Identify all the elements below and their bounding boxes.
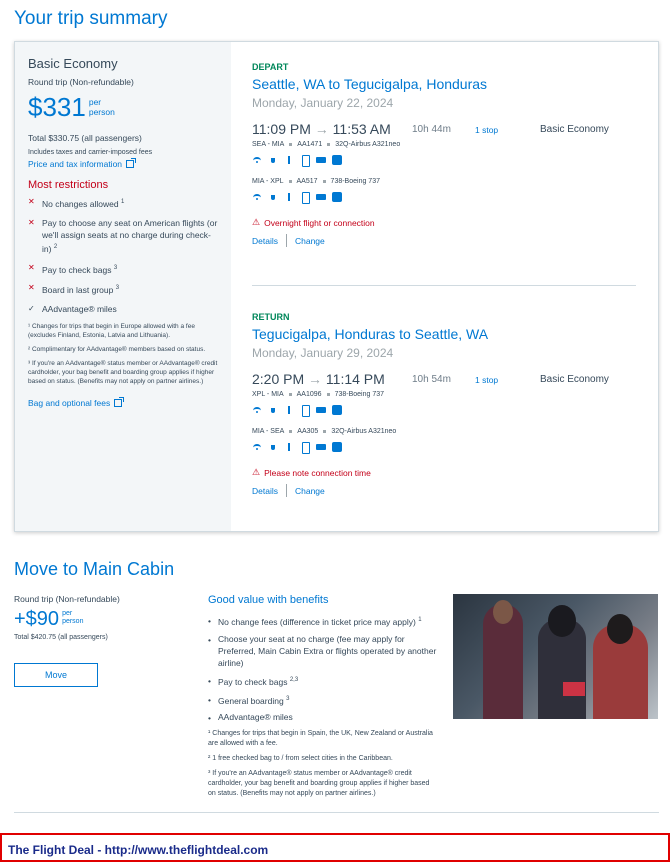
fare-total: Total $330.75 (all passengers) <box>28 133 142 143</box>
depart-route: Seattle, WA to Tegucigalpa, Honduras <box>252 76 488 92</box>
divider <box>286 484 287 497</box>
arrow-right-icon: → <box>314 121 329 137</box>
photo-person <box>593 624 648 719</box>
fare-price: $331 <box>28 92 86 122</box>
amenities <box>252 404 642 416</box>
divider <box>14 812 659 813</box>
list-item: ✓ AAdvantage® miles <box>28 304 117 315</box>
return-route: Tegucigalpa, Honduras to Seattle, WA <box>252 326 489 342</box>
fare-per-person: per person <box>88 97 115 117</box>
food-icon <box>332 442 342 452</box>
page-title: Your trip summary <box>14 8 168 29</box>
main-cabin-price-row <box>14 608 194 630</box>
return-times: 2:20 PM → 11:14 PM <box>252 371 385 387</box>
phone-icon <box>300 442 310 452</box>
food-icon <box>332 192 342 202</box>
power-icon <box>268 405 278 415</box>
power-icon <box>268 442 278 452</box>
main-cabin-price: +$90 <box>14 608 60 630</box>
depart-leg-2: MIA - XPL AA517 738-Boeing 737 <box>252 178 380 185</box>
depart-warning: ⚠ Overnight flight or connection <box>252 217 375 228</box>
footnote: ³ If you're an AAdvantage® status member or AAdvantage® credit cardholder, your bag benefit and boarding group applies if higher based on status. (Benefits may not apply on partner airlines.) <box>208 770 430 798</box>
main-cabin-per-person: per person <box>62 610 84 625</box>
usb-icon <box>284 192 294 202</box>
depart-segment <box>252 62 642 247</box>
main-cabin-benefits <box>208 594 438 804</box>
external-link-icon <box>114 399 122 407</box>
fare-trip-type: Round trip (Non-refundable) <box>28 77 134 87</box>
footnote: ³ If you're an AAdvantage® status member or AAdvantage® credit cardholder, your bag benefit and boarding group applies if higher based on status. (Benefits may not apply on partner airlines.) <box>28 360 218 386</box>
list-item: • AAdvantage® miles <box>208 712 293 724</box>
divider <box>252 285 636 286</box>
return-stops-link[interactable]: 1 stop <box>475 375 499 385</box>
list-item: • Pay to check bags $^{2,3}$ <box>208 675 299 687</box>
list-item: • No change fees (difference in ticket price may apply) $^1$ <box>208 616 422 627</box>
usb-icon <box>284 442 294 452</box>
return-label: RETURN <box>252 312 290 322</box>
amenities <box>252 191 642 203</box>
list-item: ✕ Board in last group $^3$ <box>28 283 120 296</box>
tv-icon <box>316 405 326 415</box>
depart-actions <box>252 234 642 247</box>
return-leg-1: XPL - MIA AA1096 738-Boeing 737 <box>252 391 384 398</box>
amenities <box>252 441 642 453</box>
x-icon: ✕ <box>28 283 35 293</box>
warning-icon: ⚠ <box>252 217 261 227</box>
return-segment <box>252 312 642 497</box>
power-icon <box>268 155 278 165</box>
return-duration: 10h 54m <box>412 374 451 385</box>
fare-includes: Includes taxes and carrier-imposed fees <box>28 149 153 156</box>
fare-price-row <box>28 93 218 121</box>
price-tax-link-label: Price and tax information <box>28 159 123 169</box>
usb-icon <box>284 155 294 165</box>
return-details-link[interactable]: Details <box>252 485 278 496</box>
x-icon: ✕ <box>28 262 35 272</box>
tv-icon <box>316 192 326 202</box>
depart-cabin: Basic Economy <box>540 124 609 135</box>
depart-stops-link[interactable]: 1 stop <box>475 125 499 135</box>
return-actions <box>252 484 642 497</box>
main-cabin-total: Total $420.75 (all passengers) <box>14 634 108 641</box>
main-cabin-title: Move to Main Cabin <box>14 559 175 579</box>
bag-fees-link[interactable] <box>28 398 218 408</box>
warning-icon: ⚠ <box>252 467 261 477</box>
return-warning: ⚠ Please note connection time <box>252 467 371 478</box>
bag-fees-link-label: Bag and optional fees <box>28 398 111 409</box>
main-cabin-price-block <box>14 594 194 687</box>
depart-label: DEPART <box>252 62 289 72</box>
phone-icon <box>300 405 310 415</box>
usb-icon <box>284 405 294 415</box>
arrow-right-icon: → <box>308 371 323 387</box>
photo-phone <box>563 682 585 696</box>
depart-details-link[interactable]: Details <box>252 235 278 246</box>
move-button[interactable]: Move <box>14 663 98 687</box>
footnote: ¹ Changes for trips that begin in Europe allowed with a fee (excludes Finland, Estonia, Latvia and Lithuania). <box>28 323 195 340</box>
list-item: • General boarding $^3$ <box>208 694 290 706</box>
x-icon: ✕ <box>28 217 35 227</box>
benefits-title: Good value with benefits <box>208 594 329 606</box>
food-icon <box>332 405 342 415</box>
main-cabin-photo <box>453 594 658 719</box>
fare-name: Basic Economy <box>28 56 118 71</box>
photo-person <box>538 619 586 719</box>
depart-time-row <box>252 121 642 139</box>
main-cabin-trip-type: Round trip (Non-refundable) <box>14 594 120 604</box>
restrictions-title: Most restrictions <box>28 179 109 191</box>
banner-text[interactable]: The Flight Deal - http://www.theflightdeal.com <box>8 843 269 857</box>
divider <box>286 234 287 247</box>
fare-panel <box>15 42 231 531</box>
footnote: ² Complimentary for AAdvantage® members based on status. <box>28 346 206 354</box>
depart-change-link[interactable]: Change <box>294 235 325 246</box>
photo-person <box>483 604 523 719</box>
return-cabin: Basic Economy <box>540 374 609 385</box>
list-item: ✕ Pay to check bags $^3$ <box>28 262 118 275</box>
return-leg-2: MIA - SEA AA305 32Q-Airbus A321neo <box>252 428 397 435</box>
list-item: ✕ No changes allowed $^1$ <box>28 197 125 209</box>
footnote: ² 1 free checked bag to / from select cities in the Caribbean. <box>208 755 393 763</box>
price-tax-link[interactable] <box>28 159 218 169</box>
trip-summary-card <box>14 41 659 532</box>
x-icon: ✕ <box>28 197 35 206</box>
list-item: ✕ Pay to choose any seat on American flights (or we'll assign seats at no charge during check-in) $^2$ <box>28 217 218 254</box>
depart-leg-1: SEA - MIA AA1471 32Q-Airbus A321neo <box>252 141 401 148</box>
wifi-icon <box>252 405 262 415</box>
return-time-row <box>252 371 642 389</box>
external-link-icon <box>126 160 134 168</box>
tv-icon <box>316 155 326 165</box>
depart-duration: 10h 44m <box>412 124 451 135</box>
restrictions-list <box>28 196 218 315</box>
return-date: Monday, January 29, 2024 <box>252 346 394 360</box>
food-icon <box>332 155 342 165</box>
benefits-list <box>208 614 438 724</box>
power-icon <box>268 192 278 202</box>
phone-icon <box>300 155 310 165</box>
wifi-icon <box>252 155 262 165</box>
wifi-icon <box>252 192 262 202</box>
list-item: • Choose your seat at no charge (fee may apply for Preferred, Main Cabin Extra or flights operated by another airline) <box>208 633 437 668</box>
flight-deal-banner <box>0 833 670 862</box>
check-icon: ✓ <box>28 304 35 314</box>
phone-icon <box>300 192 310 202</box>
return-change-link[interactable]: Change <box>294 485 325 496</box>
tv-icon <box>316 442 326 452</box>
wifi-icon <box>252 442 262 452</box>
depart-times: 11:09 PM → 11:53 AM <box>252 121 391 137</box>
footnote: ¹ Changes for trips that begin in Spain, the UK, New Zealand or Australia are allowed with a fee. <box>208 730 433 748</box>
amenities <box>252 154 642 166</box>
depart-date: Monday, January 22, 2024 <box>252 96 394 110</box>
